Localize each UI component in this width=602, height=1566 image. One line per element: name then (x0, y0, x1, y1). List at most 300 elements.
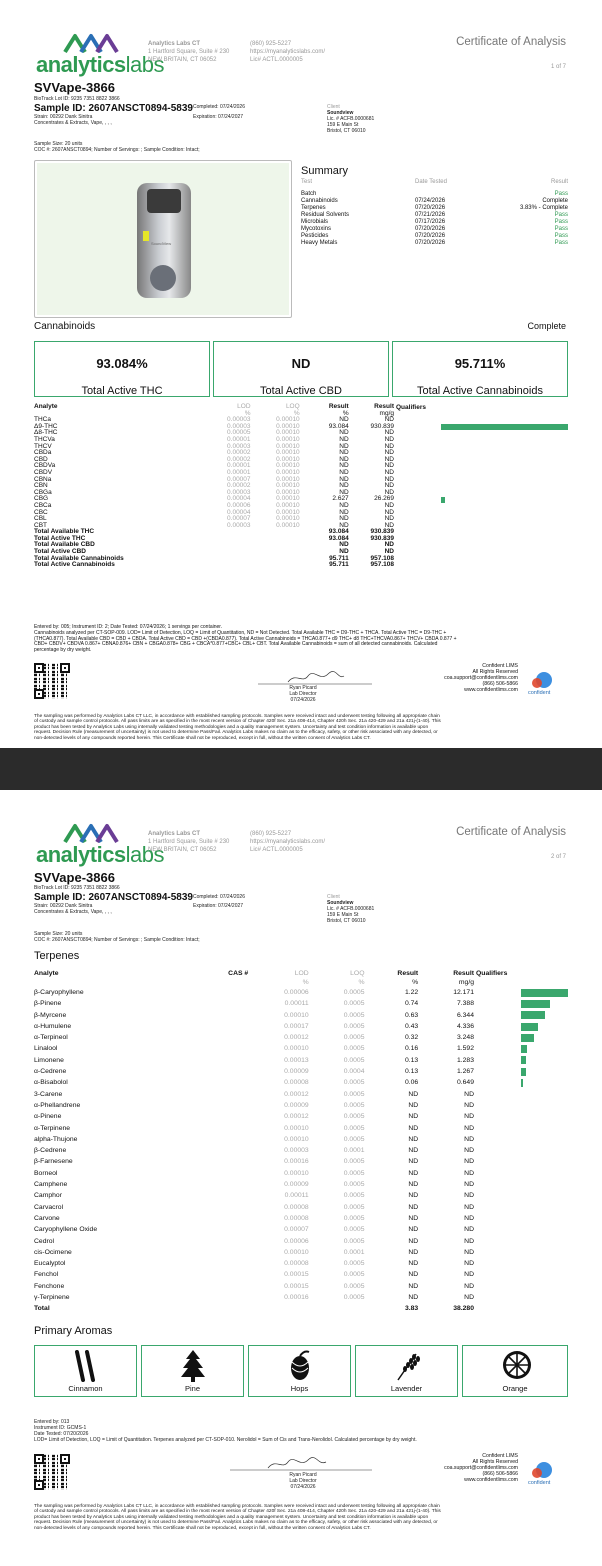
summary-title: Summary (301, 165, 349, 177)
result-percent: ND (408, 1226, 419, 1234)
qualifier-bar (521, 989, 568, 997)
summary-row (301, 205, 568, 212)
loq-value: 0.00010 (276, 521, 300, 529)
summary-result: 3.83% - Complete (519, 205, 568, 211)
loq-value: 0.0005 (343, 1000, 365, 1008)
lod-value: 0.00012 (284, 1090, 309, 1098)
qualifier-bar (521, 1011, 545, 1019)
lod-value: 0.00004 (227, 495, 251, 503)
logo-mark-icon (63, 32, 143, 54)
loq-value: 0.0005 (343, 1022, 365, 1030)
terpene-row (34, 998, 474, 1009)
qualifier-bar (521, 1034, 534, 1042)
analyte-name: β-Pinene (34, 1000, 62, 1008)
total-mgg: 38.280 (453, 1305, 474, 1313)
analyte-name: Eucalyptol (34, 1260, 66, 1268)
loq-value: 0.0005 (343, 1260, 365, 1268)
result-mgg: ND (384, 488, 394, 496)
result-mgg: ND (464, 1192, 474, 1200)
loq-value: 0.0005 (343, 1169, 365, 1177)
total-mgg: ND (384, 541, 394, 549)
total-active-thc-box: 93.084% Total Active THC (34, 341, 210, 397)
result-mgg: ND (464, 1158, 474, 1166)
analyte-name: CBGa (34, 488, 52, 496)
category: Concentrates & Extracts, Vape, , , , (34, 909, 112, 915)
analyte-name: CBDa (34, 449, 52, 457)
result-mgg: ND (464, 1169, 474, 1177)
result-percent: ND (408, 1214, 419, 1222)
aroma-lavender: Lavender (355, 1345, 458, 1397)
result-percent: ND (408, 1282, 419, 1290)
lod-value: 0.00017 (284, 1022, 309, 1030)
analyte-name: CBT (34, 521, 47, 529)
result-mgg: ND (384, 475, 394, 483)
terpene-row (34, 1202, 474, 1213)
summary-table: Test Date Tested Result Batch Pass Cannabinoids 07/24/2026 Complete Terpenes 07/20/2026 3.83% - Complete Residual Solvents 07/21/2026 Pass Microbials 07/17/2026 Pass Mycotoxins 07/20/2026 Pass Pesticides 07/20/2026 Pass Heavy Metals 07/20/2026 Pass (301, 179, 568, 246)
aroma-orange: Orange (462, 1345, 568, 1397)
doc-title: Certificate of Analysis (456, 826, 566, 838)
total-active-cbd-box: ND Total Active CBD (213, 341, 389, 397)
cannabinoids-status: Complete (527, 321, 566, 331)
summary-date: 07/20/2026 (415, 205, 446, 211)
loq-value: 0.0001 (343, 1248, 365, 1256)
total-name: Total Available THC (34, 528, 95, 536)
aroma-cinnamon: Cinnamon (34, 1345, 137, 1397)
result-mgg: ND (384, 508, 394, 516)
result-mgg: ND (464, 1226, 474, 1234)
result-percent: ND (339, 449, 349, 457)
result-mgg: ND (464, 1271, 474, 1279)
aroma-hops: Hops (248, 1345, 351, 1397)
loq-value: 0.0005 (343, 1214, 365, 1222)
result-percent: ND (339, 501, 349, 509)
terpene-row (34, 1236, 474, 1247)
biotrack-id: BioTrack Lot ID: 9235 7351 8822 3866 (34, 885, 120, 891)
qualifier-bar (521, 1056, 526, 1064)
summary-row (301, 212, 568, 219)
client-block: Client Soundview Lic. # ACFB.0000681 159 E Main St Bristol, CT 06010 (327, 894, 375, 924)
terpene-row (34, 1281, 474, 1292)
result-percent: ND (339, 508, 349, 516)
result-mgg: 4.336 (456, 1022, 474, 1030)
lavender-icon (394, 1350, 422, 1382)
completed-date: Completed: 07/24/2026 (193, 104, 245, 110)
lod-value: 0.00006 (284, 989, 309, 996)
result-percent: 0.32 (404, 1034, 419, 1042)
total-percent: 93.084 (328, 534, 349, 542)
result-percent: 0.13 (404, 1056, 419, 1064)
lims-info: Confident LIMS All Rights Reserved coa.support@confidentlims.com (866) 506-5866 www.confidentlims.com (444, 663, 518, 693)
result-mgg: ND (384, 501, 394, 509)
result-percent: 1.22 (404, 989, 419, 996)
loq-value: 0.0005 (343, 1135, 365, 1143)
terpene-row (34, 1021, 474, 1032)
lod-value: 0.00010 (284, 1011, 309, 1019)
orange-icon (501, 1349, 533, 1381)
doc-title: Certificate of Analysis (456, 36, 566, 48)
summary-test: Batch (301, 191, 317, 197)
lod-value: 0.00012 (284, 1113, 309, 1121)
sample-id: Sample ID: 2607ANSCT0894-5839 (34, 103, 193, 114)
loq-value: 0.0005 (343, 1271, 365, 1279)
analyte-name: Cedrol (34, 1237, 55, 1245)
analyte-name: Camphene (34, 1181, 68, 1189)
result-percent: ND (408, 1181, 419, 1189)
loq-value: 0.0001 (343, 1147, 365, 1155)
terpene-row (34, 1156, 474, 1167)
summary-test: Terpenes (301, 205, 326, 211)
loq-value: 0.00010 (276, 475, 300, 483)
result-mgg: ND (384, 468, 394, 476)
cannabinoid-table: Analyte LOD LOQ Result Result % % % mg/g THCa 0.00003 0.00010 ND ND Δ9-THC 0.00003 0.00010 93.084 930.839 Δ8-THC 0.00005 0.00010 ND ND THCVa 0.00001 0.00010 ND ND THCV 0.00003 0.00010 ND ND CBDa 0.00002 0.00010 ND ND CBD 0.00002 0.00010 ND ND CBDVa 0.00001 0.00010 ND ND CBDV 0.00001 0.00010 ND ND CBNa 0.00007 0.00010 ND ND CBN 0.00002 0.00010 ND ND CBGa 0.00003 0.00010 ND ND CBG 0.00004 0.00010 2.627 26.269 CBCa 0.00006 0.00010 ND ND CBC 0.00004 0.00010 ND ND CBL 0.00007 0.00010 ND ND CBT 0.00003 0.00010 ND ND Total Available THC 93.084 930.839 Total Active THC 93.084 930.839 Total Available CBD ND ND Total Active CBD ND ND Total Available Cannabinoids 95.711 957.108 Total Active Cannabinoids 95.711 957.108 Qualifiers (34, 404, 568, 569)
summary-row (301, 226, 568, 233)
analyte-name: α-Bisabolol (34, 1079, 68, 1087)
total-mgg: 930.839 (370, 534, 394, 542)
analyte-name: CBCa (34, 501, 52, 509)
coa-page-2 (0, 790, 602, 1566)
result-mgg: 0.649 (456, 1079, 474, 1087)
total-percent: 95.711 (329, 561, 349, 569)
logo-text: analyticslabs (36, 842, 165, 867)
result-percent: 2.627 (332, 495, 349, 503)
loq-value: 0.0005 (343, 1124, 365, 1132)
loq-value: 0.00010 (276, 468, 300, 476)
lod-value: 0.00004 (227, 508, 251, 516)
loq-value: 0.00010 (276, 449, 300, 457)
analyte-name: α-Terpineol (34, 1034, 68, 1042)
lod-value: 0.00003 (284, 1147, 309, 1155)
loq-value: 0.00010 (276, 501, 300, 509)
result-mgg: ND (464, 1090, 474, 1098)
result-mgg: ND (384, 462, 394, 470)
result-percent: ND (408, 1169, 419, 1177)
loq-value: 0.00010 (276, 422, 300, 430)
summary-result: Pass (554, 212, 568, 218)
client-block: Client Soundview Lic. # ACFB.0000681 159 E Main St Bristol, CT 06010 (327, 104, 375, 134)
terpene-row (34, 1292, 474, 1303)
result-mgg: 26.269 (374, 495, 394, 503)
total-percent: 93.084 (328, 528, 349, 536)
result-percent: ND (339, 435, 349, 443)
lod-value: 0.00010 (284, 1045, 309, 1053)
analyte-name: γ-Terpinene (34, 1294, 70, 1302)
result-percent: ND (408, 1135, 419, 1143)
total-mgg: ND (384, 548, 394, 556)
confident-logo: confident (530, 670, 560, 700)
loq-value: 0.0005 (343, 1079, 365, 1087)
terpene-notes: Entered by: 013 Instrument ID: GCMS-1 Date Tested: 07/20/2026 LOD= Limit of Detection, LOQ = Limit of Quantitation. Terpenes analyzed per CT-SOP-010. Nerolidol = Sum of Cis and Trans-Nerolidol. Calculated percentage by dry weight. (34, 1419, 417, 1443)
lod-value: 0.00006 (227, 501, 251, 509)
lod-value: 0.00016 (284, 1294, 309, 1302)
result-percent: 0.43 (404, 1022, 419, 1030)
product-name: SVVape-3866 (34, 870, 115, 885)
lod-value: 0.00007 (227, 515, 251, 523)
result-percent: ND (339, 488, 349, 496)
summary-result: Pass (554, 191, 568, 197)
lod-value: 0.00002 (227, 449, 251, 457)
lod-value: 0.00009 (284, 1101, 309, 1109)
loq-value: 0.0005 (343, 1294, 365, 1302)
result-mgg: 12.171 (453, 989, 474, 996)
result-mgg: 1.267 (456, 1068, 474, 1076)
result-percent: 0.06 (404, 1079, 419, 1087)
lod-value: 0.00008 (284, 1203, 309, 1211)
analyte-name: THCVa (34, 435, 55, 443)
analyte-name: Linalool (34, 1045, 58, 1053)
loq-value: 0.0005 (343, 1203, 365, 1211)
qualifier-bar (441, 497, 445, 503)
summary-result: Pass (554, 240, 568, 246)
loq-value: 0.0005 (343, 1034, 365, 1042)
result-mgg: ND (384, 521, 394, 529)
summary-row (301, 233, 568, 240)
total-percent: 3.83 (404, 1305, 419, 1313)
result-percent: 0.16 (404, 1045, 419, 1053)
analyte-name: Camphor (34, 1192, 62, 1200)
result-mgg: 3.248 (456, 1034, 474, 1042)
lod-value: 0.00006 (284, 1237, 309, 1245)
result-percent: ND (339, 482, 349, 490)
result-mgg: 6.344 (456, 1011, 474, 1019)
terpene-row (34, 1213, 474, 1224)
lod-value: 0.00016 (284, 1158, 309, 1166)
summary-test: Pesticides (301, 233, 329, 239)
qualifiers-header: Qualifiers (476, 970, 508, 977)
sample-size: Sample Size: 20 units (34, 141, 83, 147)
loq-value: 0.0005 (343, 1056, 365, 1064)
analyte-name: THCa (34, 416, 51, 424)
analyte-name: α-Pinene (34, 1113, 62, 1121)
sample-size: Sample Size: 20 units (34, 931, 83, 937)
lod-value: 0.00003 (227, 422, 251, 430)
analyte-name: CBD (34, 455, 48, 463)
terpene-row (34, 1123, 474, 1134)
terpene-row (34, 1224, 474, 1235)
terpene-row (34, 1134, 474, 1145)
analyte-name: β-Farnesene (34, 1158, 73, 1166)
lod-value: 0.00003 (227, 488, 251, 496)
loq-value: 0.0005 (343, 1192, 365, 1200)
analyte-name: CBDVa (34, 462, 56, 470)
lod-value: 0.00010 (284, 1124, 309, 1132)
qualifier-bar (521, 1068, 526, 1076)
result-mgg: ND (464, 1203, 474, 1211)
analyte-name: α-Cedrene (34, 1068, 67, 1076)
summary-test: Cannabinoids (301, 198, 338, 204)
terpene-row (34, 1010, 474, 1021)
cannabinoid-notes: Entered by: 005; Instrument ID: 2; Date Tested: 07/24/2026; 1 servings per container. Cannabinoids analyzed per CT-SOP-009. LOD= Limit of Detection, LOQ = Limit of Quantitation, ND = Not Detected. Total Available THC = D9-THC + THCA. Total Active THC = D9-THC + (THCA0.877). Total Available CBD = CBD + CBDA. Total Active CBD = CBD +(CBDA0.877). Total Active Cannabinoids = THCA0.877+ d9 THC+ d8 THC+THCVA0.867+ THCV+ CBDA 0.877 + CBD+ CBDV+ CBDVA 0.867+ CBNA0.876+ CBN + CBGA0.878+ CBG + CBCA*0.877+CBC+ CBL+ CBT. Total Available Cannabinoids = sum of all detected cannabinoids. Calculated percentage by dry weight. (34, 624, 457, 654)
analyte-name: Limonene (34, 1056, 64, 1064)
analyte-name: α-Terpinene (34, 1124, 71, 1132)
terpene-row (34, 987, 474, 998)
lod-value: 0.00007 (227, 475, 251, 483)
lod-value: 0.00011 (284, 1000, 309, 1008)
terpene-row (34, 1066, 474, 1077)
analyte-name: Borneol (34, 1169, 58, 1177)
category: Concentrates & Extracts, Vape, , , , (34, 120, 112, 126)
loq-value: 0.00010 (276, 416, 300, 424)
loq-value: 0.00010 (276, 442, 300, 450)
lod-value: 0.00001 (227, 435, 251, 443)
loq-value: 0.0005 (343, 1090, 365, 1098)
signer-block: Ryan Picard Lab Director 07/24/2026 (289, 685, 317, 703)
analyte-name: CBG (34, 495, 49, 503)
signer-block: Ryan Picard Lab Director 07/24/2026 (289, 1472, 317, 1490)
result-mgg: ND (464, 1181, 474, 1189)
summary-date: 07/20/2026 (415, 226, 446, 232)
summary-date: 07/21/2026 (415, 212, 446, 218)
analyte-name: α-Phellandrene (34, 1101, 81, 1109)
analyte-name: 3-Carene (34, 1090, 63, 1098)
lod-value: 0.00001 (227, 468, 251, 476)
result-mgg: ND (464, 1282, 474, 1290)
result-percent: ND (408, 1294, 419, 1302)
loq-value: 0.0005 (343, 1011, 365, 1019)
analyte-name: THCV (34, 442, 52, 450)
lod-value: 0.00007 (284, 1226, 309, 1234)
summary-row (301, 219, 568, 226)
lab-address: Analytics Labs CT 1 Hartford Square, Suite # 230 NEW BRITAIN, CT 06052 (148, 831, 230, 853)
signature (258, 670, 372, 684)
loq-value: 0.0005 (343, 1226, 365, 1234)
terpene-row (34, 1269, 474, 1280)
analyte-name: α-Humulene (34, 1022, 72, 1030)
result-mgg: 7.388 (456, 1000, 474, 1008)
analyte-name: Caryophyllene Oxide (34, 1226, 98, 1234)
terpene-row (34, 1032, 474, 1043)
terpene-row (34, 1247, 474, 1258)
result-percent: ND (339, 455, 349, 463)
strain: Strain: 00292 Dank Sinitra (34, 903, 93, 909)
hops-icon (287, 1350, 313, 1382)
result-mgg: ND (464, 1237, 474, 1245)
result-percent: ND (408, 1158, 419, 1166)
analyte-name: Carvacrol (34, 1203, 64, 1211)
terpene-row (34, 1055, 474, 1066)
lod-value: 0.00010 (284, 1169, 309, 1177)
logo-text: analyticslabs (36, 52, 165, 77)
summary-date: 07/24/2026 (415, 198, 446, 204)
loq-value: 0.00010 (276, 455, 300, 463)
result-mgg: ND (384, 455, 394, 463)
result-mgg: ND (384, 435, 394, 443)
loq-value: 0.00010 (276, 482, 300, 490)
result-percent: ND (408, 1090, 419, 1098)
terpene-row (34, 1190, 474, 1201)
summary-result: Pass (554, 219, 568, 225)
summary-date: 07/17/2026 (415, 219, 446, 225)
loq-value: 0.00010 (276, 488, 300, 496)
summary-result: Pass (554, 233, 568, 239)
analyte-name: β-Myrcene (34, 1011, 67, 1019)
signature (230, 1454, 372, 1470)
loq-value: 0.00010 (276, 495, 300, 503)
total-active-cannabinoids-box: 95.711% Total Active Cannabinoids (392, 341, 568, 397)
coa-page-1 (0, 0, 602, 748)
result-percent: ND (339, 515, 349, 523)
lod-value: 0.00013 (284, 1056, 309, 1064)
analyte-name: CBDV (34, 468, 53, 476)
qr-code[interactable] (34, 663, 70, 699)
terpene-row (34, 1168, 474, 1179)
sample-id: Sample ID: 2607ANSCT0894-5839 (34, 892, 193, 903)
loq-value: 0.0004 (343, 1068, 365, 1076)
terpene-row (34, 1111, 474, 1122)
disclaimer: The sampling was performed by Analytics Labs CT LLC, in accordance with established sampling protocols. Samples were received intact and underwent testing following all appropriate chain of custody and sample control protocols. All pass limits are as specified in the most recent version of Chapter 420f Sec. 21a 408-414, Chapter 420h Sec. 21a 420-429 and 21a 421j-(1-40). This product has been tested by Analytics Labs using internally validated testing methodologies and a quality management system. Uncertainty and test condition information is available upon request. Decision Rule (measurement of uncertainty) is not used to determine Pass/Fail. Analytics Labs makes no claim as to the efficacy, safety, or other risk associated with any detected, or non-detected levels of any compounds reported herein. This Certificate shall not be reproduced, except in full, without the written consent of Analytics Labs CT. (34, 1504, 441, 1531)
qr-code[interactable] (34, 1454, 70, 1490)
page-separator (0, 748, 602, 790)
cinnamon-icon (71, 1350, 101, 1382)
disclaimer: The sampling was performed by Analytics Labs CT LLC, in accordance with established sampling protocols. Samples were received intact and underwent testing following all appropriate chain of custody and sample control protocols. All pass limits are as specified in the most recent version of Chapter 420f Sec. 21a 408-414, Chapter 420h Sec. 21a 420-429 and 21a 421j-(1-40). This product has been tested by Analytics Labs using internally validated testing methodologies and a quality management system. Uncertainty and test condition information is available upon request. Decision Rule (measurement of uncertainty) is not used to determine Pass/Fail. Analytics Labs makes no claim as to the efficacy, safety, or other risk associated with any detected, or non-detected levels of any compounds reported herein. This Certificate shall not be reproduced, except in full, without the written consent of Analytics Labs CT. (34, 714, 441, 741)
lab-contact: (860) 925-5227 https://myanalyticslabs.com/ Lic# ACTL.0000005 (250, 41, 326, 63)
terpenes-title: Terpenes (34, 950, 80, 962)
lod-value: 0.00011 (284, 1192, 309, 1200)
result-percent: ND (339, 442, 349, 450)
coc-info: COC #: 2607ANSCT0894; Number of Servings: ; Sample Condition: Intact; (34, 937, 200, 943)
lod-value: 0.00015 (284, 1282, 309, 1290)
terpene-table: Analyte CAS # LOD LOQ Result Result % % % mg/g β-Caryophyllene 0.00006 0.0005 1.22 12.171 β-Pinene 0.00011 0.0005 0.74 7.388 β-Myrcene 0.00010 0.0005 0.63 6.344 α-Humulene 0.00017 0.0005 0.43 4.336 α-Terpineol 0.00012 0.0005 0.32 3.248 Linalool 0.00010 0.0005 0.16 1.592 Limonene 0.00013 0.0005 0.13 1.283 α-Cedrene 0.00009 0.0004 0.13 1.267 α-Bisabolol 0.00008 0.0005 0.06 0.649 3-Carene 0.00012 0.0005 ND ND α-Phellandrene 0.00009 0.0005 ND ND α-Pinene 0.00012 0.0005 ND ND α-Terpinene 0.00010 0.0005 ND ND alpha-Thujone 0.00010 0.0005 ND ND β-Cedrene 0.00003 0.0001 ND ND β-Farnesene 0.00016 0.0005 ND ND Borneol 0.00010 0.0005 ND ND Camphene 0.00009 0.0005 ND ND Camphor 0.00011 0.0005 ND ND Carvacrol 0.00008 0.0005 ND ND Carvone 0.00008 0.0005 ND ND Caryophyllene Oxide 0.00007 0.0005 ND ND Cedrol 0.00006 0.0005 ND ND cis-Ocimene 0.00010 0.0001 ND ND Eucalyptol 0.00008 0.0005 ND ND Fenchol 0.00015 0.0005 ND ND Fenchone 0.00015 0.0005 ND ND γ-Terpinene 0.00016 0.0005 ND ND Total 3.83 38.280 Qualifiers (34, 969, 568, 1315)
result-percent: 0.63 (404, 1011, 419, 1019)
lod-value: 0.00001 (227, 462, 251, 470)
lod-value: 0.00012 (284, 1034, 309, 1042)
result-mgg: ND (464, 1147, 474, 1155)
loq-value: 0.0005 (343, 1282, 365, 1290)
total-name: Total Active Cannabinoids (34, 561, 115, 569)
result-percent: ND (408, 1113, 419, 1121)
qualifier-bar (521, 1000, 550, 1008)
analyte-name: cis-Ocimene (34, 1248, 72, 1256)
qualifier-bar (521, 1079, 523, 1087)
total-name: Total Available Cannabinoids (34, 554, 124, 562)
result-mgg: 930.839 (370, 422, 394, 430)
qualifier-bar (441, 424, 568, 430)
summary-test: Residual Solvents (301, 212, 350, 218)
terpene-row (34, 1089, 474, 1100)
loq-value: 0.00010 (276, 462, 300, 470)
terpene-row (34, 1100, 474, 1111)
result-mgg: ND (384, 482, 394, 490)
lod-value: 0.00003 (227, 416, 251, 424)
loq-value: 0.0005 (343, 1237, 365, 1245)
lod-value: 0.00008 (284, 1214, 309, 1222)
result-mgg: ND (464, 1260, 474, 1268)
result-percent: ND (339, 416, 349, 424)
result-percent: ND (408, 1237, 419, 1245)
total-percent: ND (339, 548, 349, 556)
result-percent: ND (408, 1260, 419, 1268)
result-percent: ND (408, 1271, 419, 1279)
analyte-name: Fenchol (34, 1271, 59, 1279)
result-percent: ND (408, 1101, 419, 1109)
result-percent: ND (339, 429, 349, 437)
qualifier-bar (521, 1045, 527, 1053)
loq-value: 0.00010 (276, 508, 300, 516)
total-name: Total Active THC (34, 534, 86, 542)
analyte-name: CBL (34, 515, 47, 523)
total-mgg: 957.108 (370, 561, 394, 569)
lod-value: 0.00005 (227, 429, 251, 437)
cannabinoid-total-row (34, 562, 394, 569)
result-mgg: ND (464, 1294, 474, 1302)
vape-device-icon: SoundView (137, 183, 191, 298)
lod-value: 0.00008 (284, 1079, 309, 1087)
pine-icon (180, 1349, 206, 1383)
product-name: SVVape-3866 (34, 80, 115, 95)
loq-value: 0.00010 (276, 429, 300, 437)
logo-mark-icon (63, 822, 143, 844)
summary-test: Microbials (301, 219, 329, 225)
result-mgg: 1.592 (456, 1045, 474, 1053)
